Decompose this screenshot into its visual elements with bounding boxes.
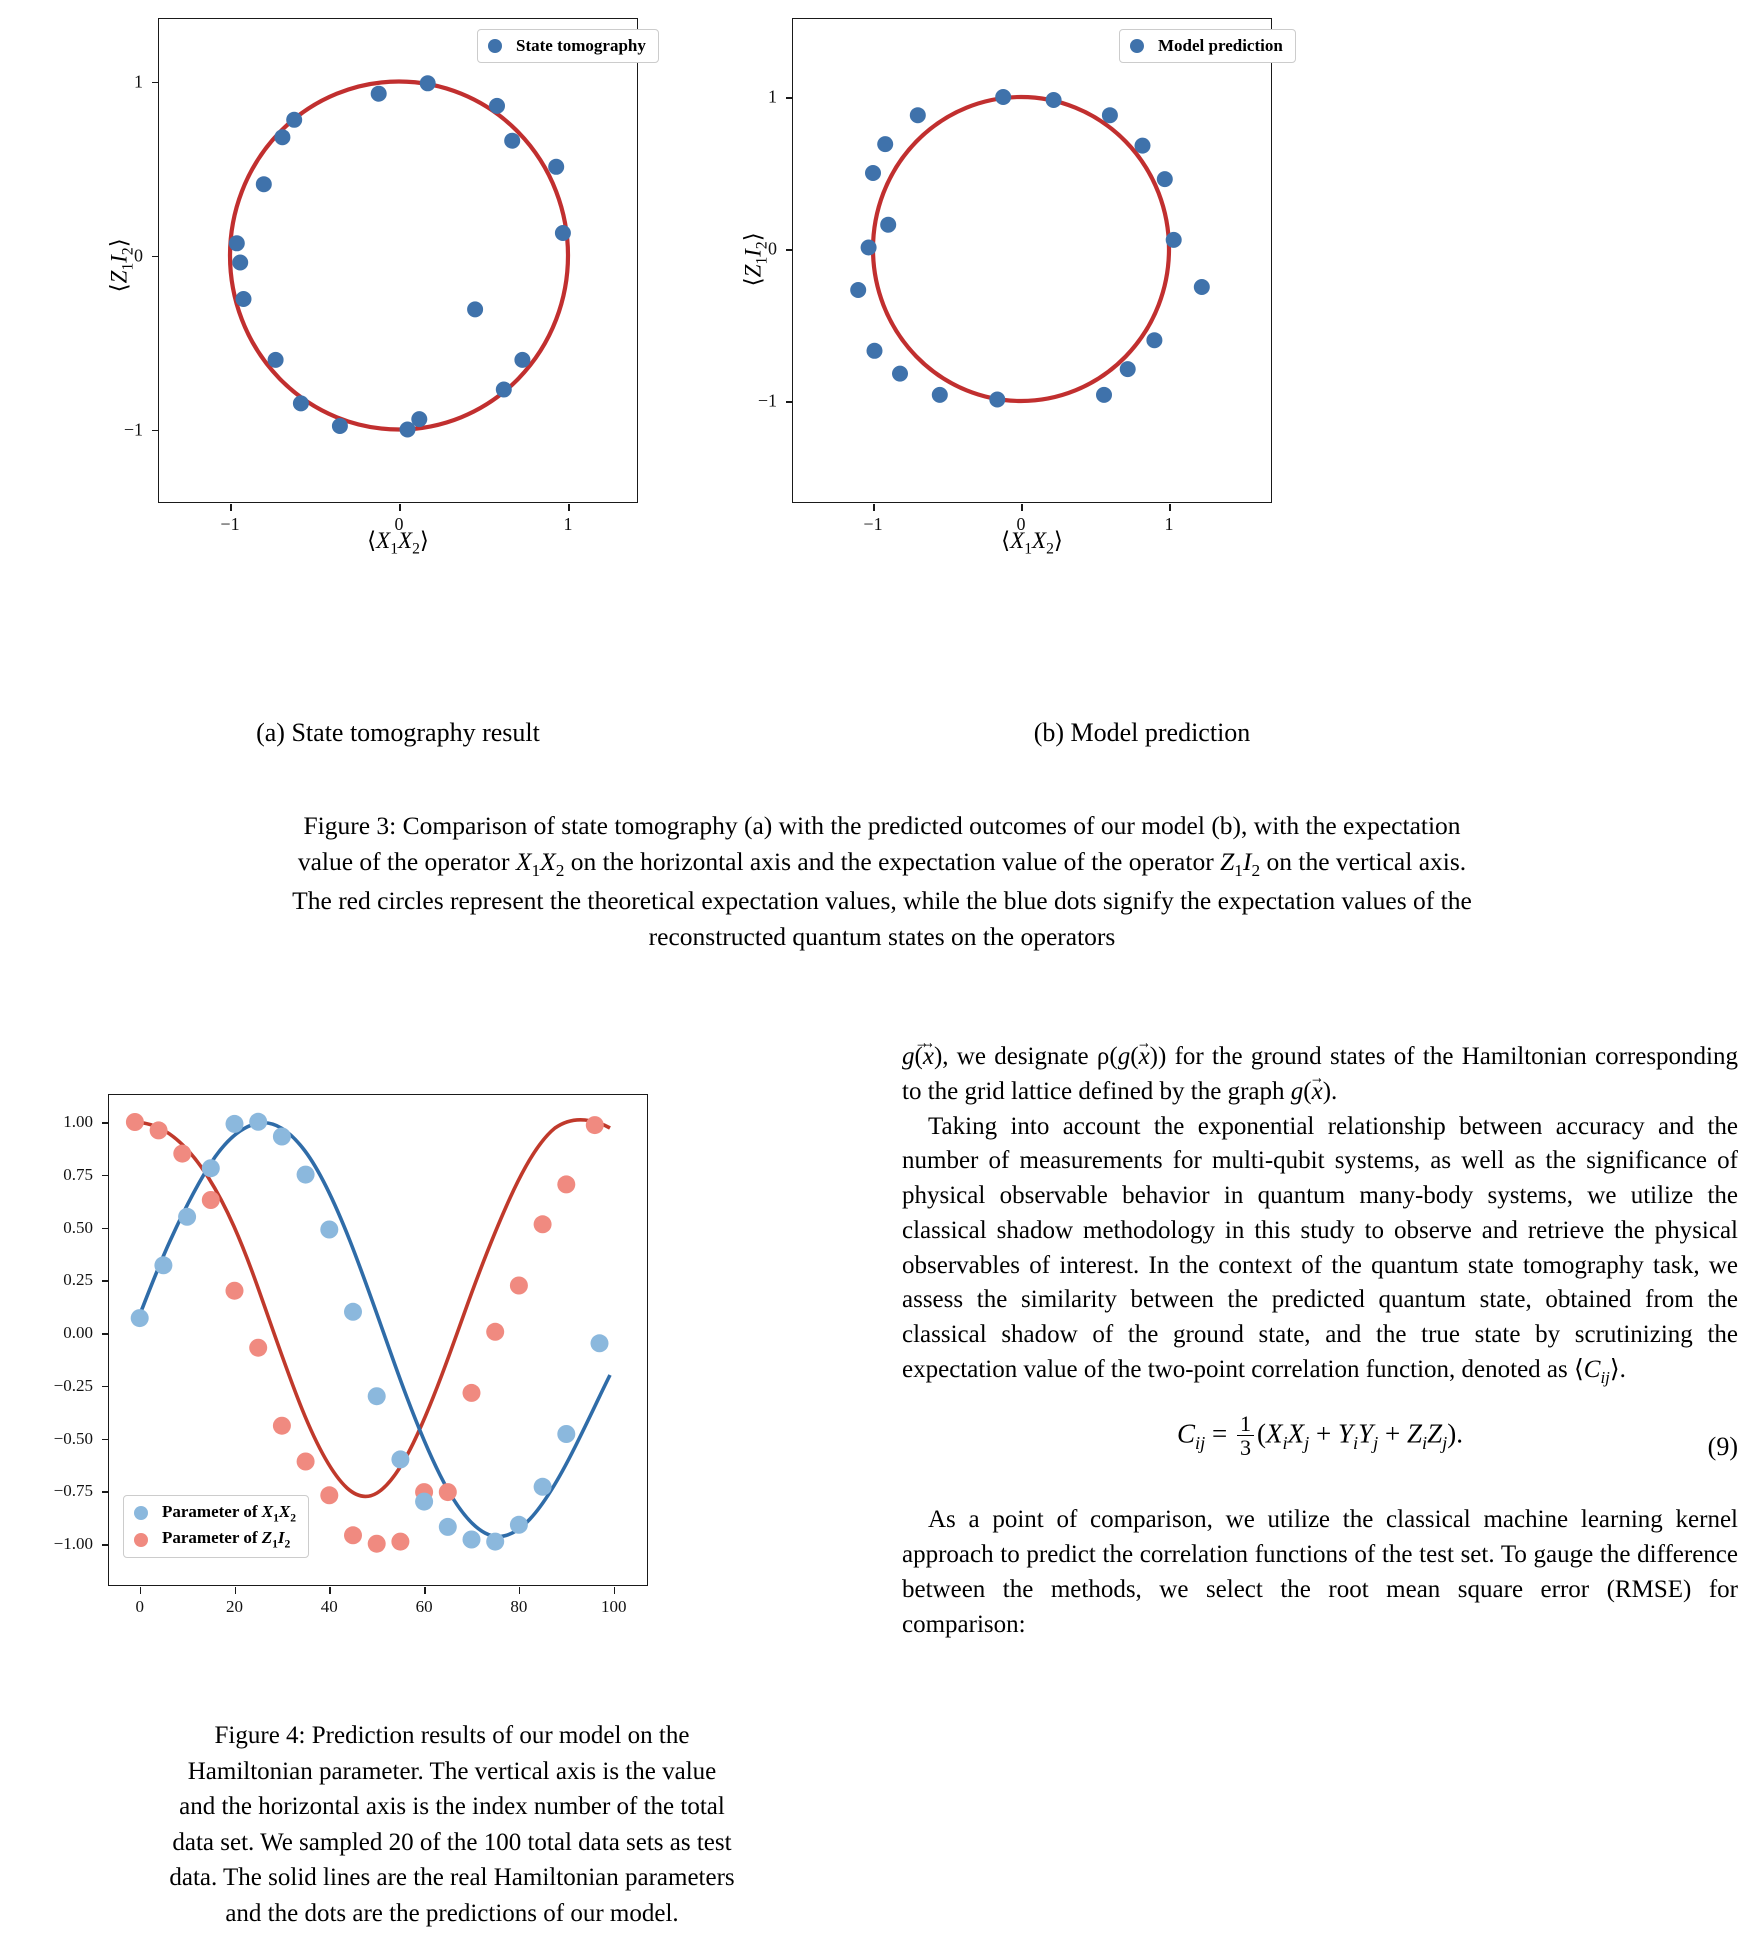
scatter-points xyxy=(850,89,1210,408)
caption-line-2: value of the operator $X_1X_2$ on the horizontal axis and the expectation value of the operator $Z_1I_2$ on the vertical axis. xyxy=(297,846,1467,880)
figure-3a-canvas xyxy=(159,19,637,502)
y-tick-mark-075 xyxy=(102,1175,109,1177)
figure-4-caption xyxy=(46,1718,858,1931)
y-tick-label-1: 1 xyxy=(134,71,143,91)
x-tick-label-neg1: −1 xyxy=(220,514,240,534)
y-tick-mark-neg1 xyxy=(152,430,159,432)
scatter-points xyxy=(229,75,571,437)
figure-3a-ylabel: $⟨Z_1I_2⟩$ xyxy=(106,238,137,293)
caption-line-3: The red circles represent the theoretical expectation values, while the blue dots signify the expectation values of the xyxy=(292,886,1472,916)
y-tick-label-100: 1.00 xyxy=(63,1112,93,1131)
legend-dot-icon xyxy=(488,39,502,53)
x-tick-label-40: 40 xyxy=(320,1597,338,1616)
y-tick-mark-025 xyxy=(102,1280,109,1282)
x-tick-mark-0 xyxy=(399,504,401,511)
figure-3b-svg xyxy=(793,19,1271,502)
x-tick-label-neg1: −1 xyxy=(863,514,883,534)
subcaption-a: (a) State tomography result xyxy=(256,718,540,747)
figure-4-legend xyxy=(123,1495,309,1558)
body-text-column xyxy=(902,1040,1738,1642)
legend-label: Parameter of $X_1X_2$ xyxy=(162,1502,296,1525)
y-tick-mark-1 xyxy=(152,82,159,84)
x-tick-mark-60 xyxy=(424,1587,426,1594)
figure-3a-legend xyxy=(477,29,659,63)
figure-3b-xlabel: $⟨X_1X_2⟩$ xyxy=(1001,528,1063,558)
legend-entry-state-tomography xyxy=(488,36,646,56)
legend-dot-icon xyxy=(134,1506,148,1520)
series-points-z1i2 xyxy=(126,1113,604,1553)
figure-3-row xyxy=(0,0,1764,747)
figure-3b-legend xyxy=(1119,29,1296,63)
x-tick-label-100: 100 xyxy=(600,1597,627,1616)
y-tick-label-075: 0.75 xyxy=(63,1164,93,1184)
paragraph-1: g(x →) →, we designate ρ(g(x →)) for the ground states of the Hamiltonian corresponding to the grid lattice defined by the graph g(x →). xyxy=(902,1040,1738,1110)
x-tick-mark-1 xyxy=(568,504,570,511)
x-tick-mark-40 xyxy=(329,1587,331,1594)
y-tick-label-1: 1 xyxy=(768,86,777,107)
caption-line-5: data. The solid lines are the real Hamiltonian parameters xyxy=(169,1864,735,1891)
legend-entry-parameter-z1i2 xyxy=(134,1528,296,1550)
x-tick-label-0: 0 xyxy=(1016,514,1026,534)
x-tick-label-0: 0 xyxy=(394,514,404,534)
y-tick-mark-neg075 xyxy=(102,1491,109,1493)
series-curve-z1i2 xyxy=(135,1120,610,1497)
y-tick-mark-neg100 xyxy=(102,1544,109,1546)
caption-line-4: reconstructed quantum states on the operators xyxy=(648,921,1116,951)
y-tick-mark-000 xyxy=(102,1333,109,1335)
x-tick-label-0: 0 xyxy=(135,1597,144,1616)
paragraph-2: Taking into account the exponential relationship between accuracy and the number of measurements for multi-qubit systems, as well as the significance of physical observable behavior in quantum many-body systems, we utilize the classical shadow methodology in this study to observe and retrieve the physical observables of interest. In the context of the quantum state tomography task, we assess the similarity between the predicted quantum state, obtained from the classical shadow of the ground state, and the true state by scrutinizing the expectation value of the two-point correlation function, denoted as $⟨C_{ij}⟩$. xyxy=(902,1112,1738,1387)
equation-9-row xyxy=(902,1413,1738,1477)
figure-3b-canvas xyxy=(793,19,1271,502)
legend-dot-icon xyxy=(134,1533,148,1547)
y-tick-mark-neg1 xyxy=(786,401,793,403)
x-tick-mark-20 xyxy=(235,1587,237,1594)
x-tick-label-1: 1 xyxy=(1164,514,1174,534)
subcaption-b: (b) Model prediction xyxy=(1033,718,1251,747)
figure-4-axes xyxy=(53,1094,648,1616)
x-tick-mark-1 xyxy=(1169,504,1171,511)
legend-entry-model-prediction xyxy=(1130,36,1283,56)
x-tick-label-20: 20 xyxy=(226,1597,243,1616)
legend-entry-parameter-x1x2 xyxy=(134,1502,296,1524)
x-tick-mark-0 xyxy=(1021,504,1023,511)
caption-line-3: and the horizontal axis is the index number of the total xyxy=(179,1793,725,1820)
caption-line-4: data set. We sampled 20 of the 100 total data sets as test xyxy=(172,1828,732,1856)
y-tick-label-025: 0.25 xyxy=(63,1270,93,1290)
figure-3a-xlabel: $⟨X_1X_2⟩$ xyxy=(367,528,429,558)
paragraph-3: As a point of comparison, we utilize the classical machine learning kernel approach to predict the correlation functions of the test set. To gauge the difference between the methods, we select the root mean square error (RMSE) for comparison: xyxy=(902,1506,1738,1638)
figure-3a-svg xyxy=(159,19,637,502)
legend-dot-icon xyxy=(1130,39,1144,53)
figure-3-caption xyxy=(26,808,1738,954)
legend-label: State tomography xyxy=(516,36,646,55)
equation-9-number: (9) xyxy=(1707,1432,1738,1462)
y-tick-label-0: 0 xyxy=(768,238,777,259)
y-tick-mark-0 xyxy=(152,256,159,258)
equation-9-body: $C_{ij}$ = $\frac{1}{3}$ $(X_iX_j + Y_iY_j + Z_iZ_j)$. xyxy=(1176,1411,1463,1461)
x-tick-mark-80 xyxy=(519,1587,521,1594)
y-tick-label-neg050: −0.50 xyxy=(53,1428,93,1448)
y-tick-mark-neg050 xyxy=(102,1439,109,1441)
y-tick-mark-1 xyxy=(786,97,793,99)
legend-label: Parameter of $Z_1I_2$ xyxy=(162,1528,291,1551)
y-tick-label-000: 0.00 xyxy=(63,1323,93,1342)
fraction-one-third: $\frac{1}{3}$ xyxy=(1237,1412,1254,1459)
y-tick-label-neg1: −1 xyxy=(757,390,777,411)
y-tick-mark-100 xyxy=(102,1122,109,1124)
y-tick-label-050: 0.50 xyxy=(63,1217,93,1237)
figure-3b-axes xyxy=(757,18,1283,534)
legend-label: Model prediction xyxy=(1158,36,1283,55)
y-tick-mark-050 xyxy=(102,1228,109,1230)
caption-line-1: Figure 3: Comparison of state tomography (a) with the predicted outcomes of our model (b), with the expectation xyxy=(303,811,1461,840)
x-tick-mark-neg1 xyxy=(873,504,875,511)
series-curve-x1x2 xyxy=(140,1123,610,1537)
theory-circle xyxy=(873,97,1169,401)
y-tick-label-neg075: −0.75 xyxy=(53,1481,93,1501)
x-tick-mark-0 xyxy=(140,1587,142,1594)
y-tick-label-neg1: −1 xyxy=(123,419,143,439)
x-tick-label-60: 60 xyxy=(415,1597,433,1616)
figure-3a-axes xyxy=(123,18,646,534)
y-tick-label-neg100: −1.00 xyxy=(53,1534,93,1553)
y-tick-mark-neg025 xyxy=(102,1386,109,1388)
caption-line-2: Hamiltonian parameter. The vertical axis is the value xyxy=(187,1757,717,1785)
y-tick-label-neg025: −0.25 xyxy=(53,1375,93,1395)
y-tick-mark-0 xyxy=(786,249,793,251)
y-tick-label-0: 0 xyxy=(134,245,143,265)
caption-line-6: and the dots are the predictions of our model. xyxy=(225,1899,679,1927)
figure-3b-ylabel: $⟨Z_1I_2⟩$ xyxy=(740,232,771,287)
x-tick-label-1: 1 xyxy=(563,514,573,534)
x-tick-mark-neg1 xyxy=(230,504,232,511)
x-tick-mark-100 xyxy=(614,1587,616,1594)
caption-line-1: Figure 4: Prediction results of our model on the xyxy=(214,1722,690,1749)
x-tick-label-80: 80 xyxy=(510,1597,528,1616)
